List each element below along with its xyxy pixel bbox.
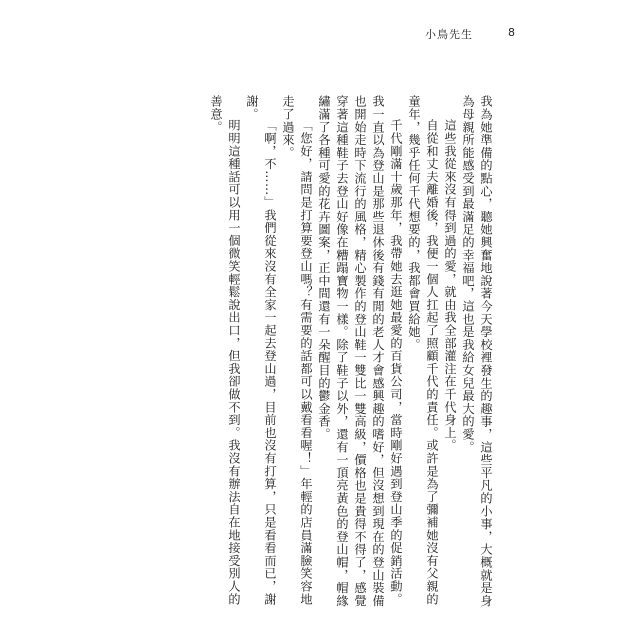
body-text — [207, 95, 495, 615]
paragraph: 「您好，請問是打算要登山嗎？有需要的話都可以戴看看喔！」年輕的店員滿臉笑容地走了過來。 — [281, 95, 313, 606]
page-number: 8 — [508, 26, 516, 39]
paragraph: 我為她準備的點心，聽她興奮地說著今天學校裡發生的趣事，這些平凡的小事，大概就是身為母親所能感受到最滿足的幸福吧，這也是我給女兒最大的愛。 — [461, 95, 493, 607]
paragraph: 明明這種話可以用一個微笑輕鬆說出口，但我卻做不到。我沒有辦法自在地接受別人的善意。 — [209, 95, 241, 606]
paragraph: 這些我從來沒有得到過的愛，就由我全部灌注在千代身上。 — [443, 119, 457, 453]
running-header-title: 小鳥先生 — [425, 28, 473, 41]
paragraph: 自從和丈夫離婚後，我便一個人扛起了照顧千代的責任。或許是為了彌補她沒有父親的童年，幾乎任何千代想要的，我都會買給她。 — [407, 95, 439, 606]
paragraph: 「啊，不……」我們從來沒有全家一起去登山過，目前也沒有打算，只是看看而已，謝謝。 — [245, 95, 277, 606]
paragraph: 千代剛滿十歲那年，我帶她去逛她最愛的百貨公司，當時剛好遇到登山季的促銷活動。我一直以為登山是那些退休後有錢有閒的老人才會感興趣的嗜好，但沒想到現在的登山裝備也開始走時下流行的風格，精心製作的登山鞋一雙比一雙高級，價格也是貴得不得了，感覺穿著這種鞋子去登山好像在糟蹋寶物一樣。除了鞋子以外，還有一頂亮黃色的登山帽，帽緣繡滿了各種可愛的花卉圖案，正中間還有一朵醒目的鬱金香。 — [317, 95, 403, 607]
